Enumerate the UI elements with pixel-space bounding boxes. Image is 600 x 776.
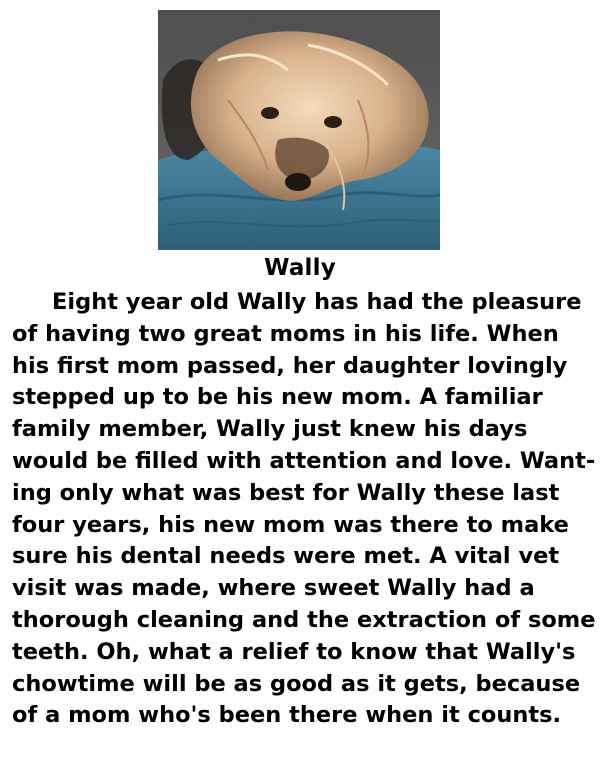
dog-photo: [158, 10, 440, 250]
pet-name-title: Wally: [264, 255, 336, 281]
story-line: of a mom who's been there when it counts.: [12, 702, 562, 729]
story-line: thorough cleaning and the extraction of some: [12, 606, 596, 633]
story-line: ing only what was best for Wally these last: [12, 479, 560, 506]
story-line: stepped up to be his new mom. A familiar: [12, 384, 543, 411]
story-line: would be filled with attention and love. Want-: [12, 447, 596, 474]
pet-story-text: [12, 287, 596, 732]
story-line: family member, Wally just knew his days: [12, 416, 528, 443]
story-line: his first mom passed, her daughter lovingly: [12, 352, 568, 379]
story-line: teeth. Oh, what a relief to know that Wally's: [12, 638, 576, 665]
story-line: visit was made, where sweet Wally had a: [12, 575, 535, 602]
dog-illustration: [158, 10, 440, 250]
story-line: of having two great moms in his life. When: [12, 320, 559, 347]
story-line: sure his dental needs were met. A vital vet: [12, 543, 560, 570]
story-line: Eight year old Wally has had the pleasure: [52, 289, 582, 315]
story-line: four years, his new mom was there to make: [12, 511, 569, 538]
story-line: chowtime will be as good as it gets, because: [12, 670, 581, 697]
